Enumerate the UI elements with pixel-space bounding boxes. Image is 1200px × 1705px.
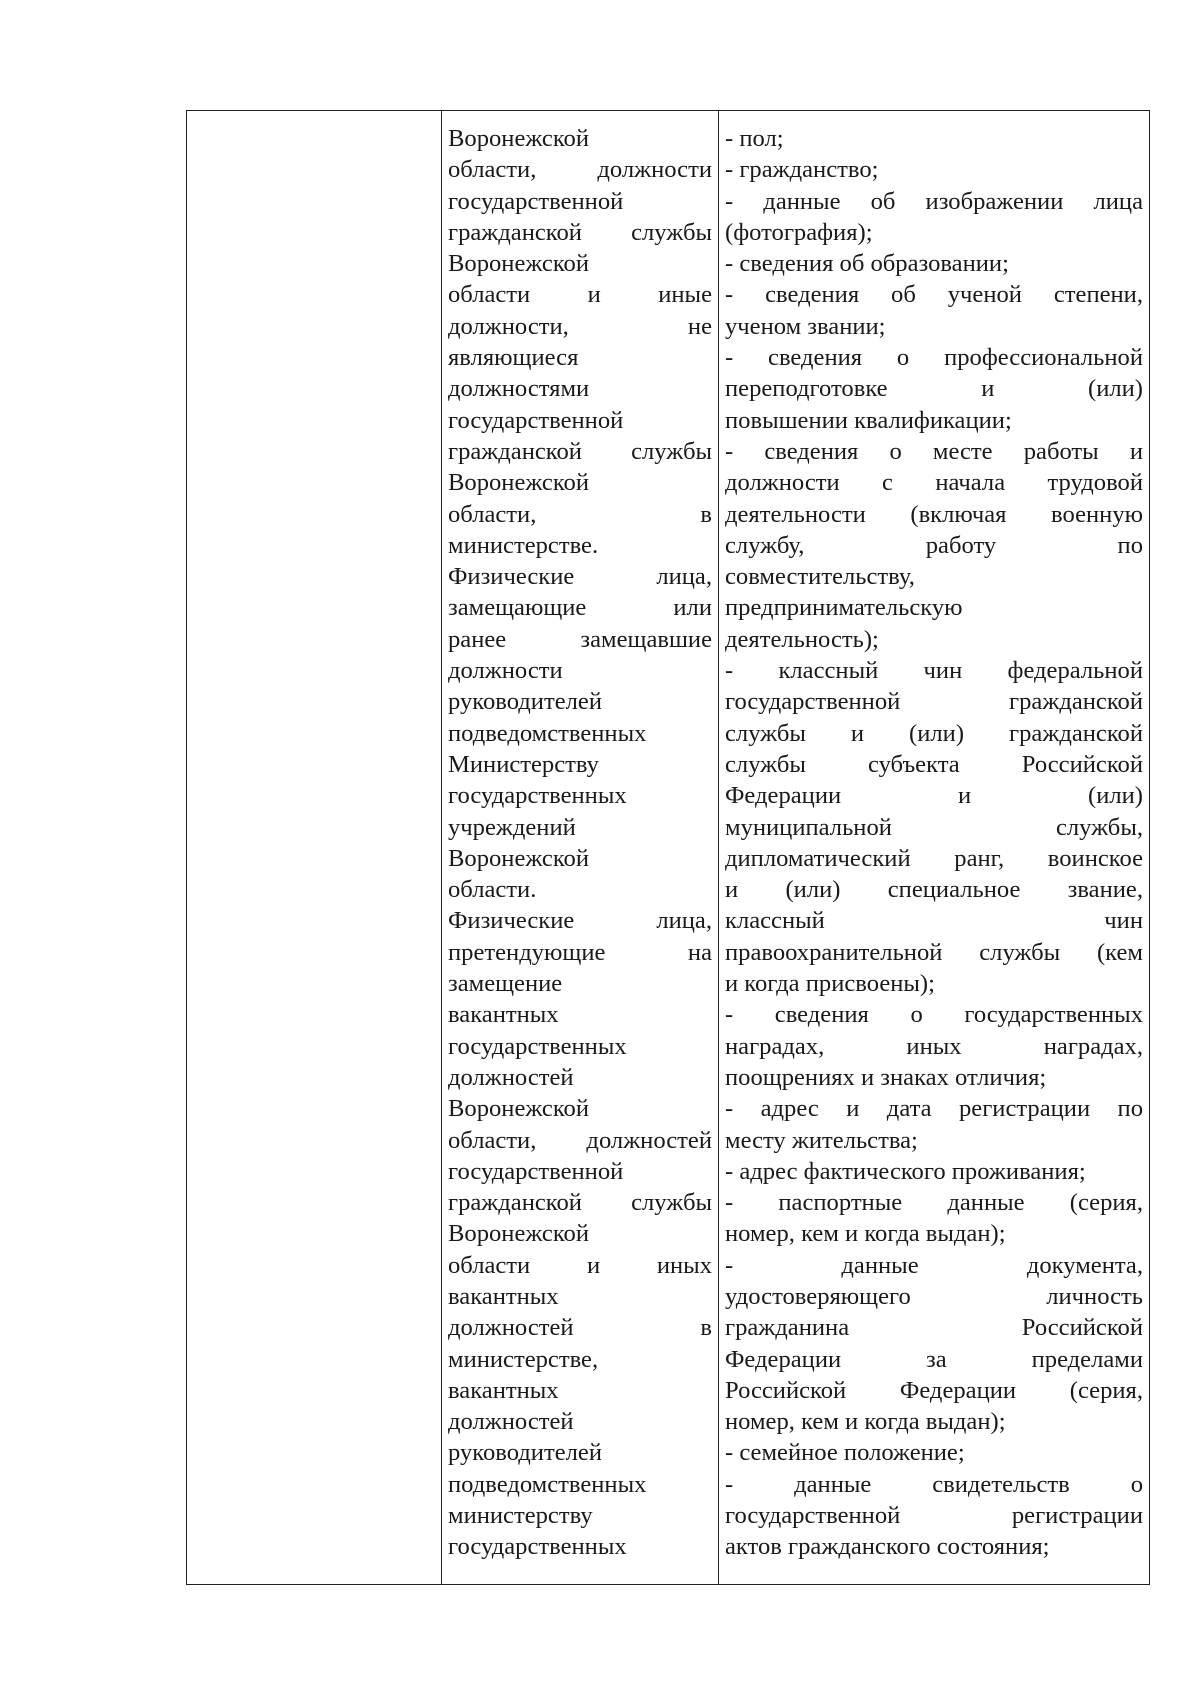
- text-line: и (или) специальное звание,: [725, 876, 1143, 904]
- text-line: должности, не: [448, 312, 712, 340]
- text-line: классный чин: [725, 907, 1143, 935]
- text-line: вакантных: [448, 1001, 559, 1029]
- text-line: области.: [448, 876, 537, 904]
- text-line: службу, работу по: [725, 531, 1143, 559]
- text-line: замещение: [448, 970, 563, 998]
- text-line: должностей: [448, 1063, 574, 1091]
- text-line: наградах, иных наградах,: [725, 1032, 1143, 1060]
- text-line: Министерству: [448, 750, 599, 778]
- table-cell-empty: [187, 111, 442, 1585]
- personal-data-table: [186, 110, 1150, 1585]
- text-line: - пол;: [725, 125, 784, 152]
- text-line: области, должности: [448, 156, 712, 184]
- text-line: Федерации за пределами: [725, 1345, 1143, 1373]
- text-line: удостоверяющего личность: [725, 1282, 1143, 1310]
- text-line: являющиеся: [448, 344, 579, 372]
- text-line: - сведения о месте работы и: [725, 437, 1143, 465]
- text-line: государственной гражданской: [725, 688, 1143, 716]
- text-line: и когда присвоены);: [725, 970, 935, 998]
- text-line: Воронежской: [448, 469, 589, 497]
- text-line: государственных: [448, 782, 627, 810]
- text-line: - сведения о государственных: [725, 1001, 1143, 1029]
- text-line: Воронежской: [448, 844, 589, 872]
- text-line: министерстве,: [448, 1345, 599, 1373]
- text-line: переподготовке и (или): [725, 375, 1143, 403]
- text-line: ученом звании;: [725, 312, 886, 340]
- text-line: совместительству,: [725, 563, 915, 591]
- text-line: руководителей: [448, 688, 602, 716]
- text-line: Федерации и (или): [725, 782, 1143, 810]
- text-line: Физические лица,: [448, 907, 712, 935]
- text-line: - адрес и дата регистрации по: [725, 1095, 1143, 1123]
- text-line: номер, кем и когда выдан);: [725, 1220, 1006, 1248]
- text-line: гражданской службы: [448, 437, 712, 465]
- text-line: Воронежской: [448, 250, 589, 278]
- text-line: - данные об изображении лица: [725, 187, 1143, 215]
- text-line: Воронежской: [448, 1220, 589, 1248]
- text-line: вакантных: [448, 1376, 559, 1404]
- text-line: службы и (или) гражданской: [725, 719, 1143, 747]
- text-line: гражданской службы: [448, 218, 712, 246]
- text-line: должности: [448, 657, 563, 685]
- text-line: - сведения об ученой степени,: [725, 281, 1143, 309]
- text-line: должности с начала трудовой: [725, 469, 1143, 497]
- text-line: правоохранительной службы (кем: [725, 938, 1143, 966]
- text-line: Российской Федерации (серия,: [725, 1376, 1143, 1404]
- text-line: должностей: [448, 1408, 574, 1436]
- text-line: деятельность);: [725, 625, 879, 653]
- text-line: руководителей: [448, 1439, 602, 1467]
- text-line: государственных: [448, 1032, 627, 1060]
- text-line: должностями: [448, 375, 590, 403]
- text-line: государственной: [448, 187, 624, 215]
- text-line: номер, кем и когда выдан);: [725, 1408, 1006, 1436]
- text-line: муниципальной службы,: [725, 813, 1143, 841]
- text-line: области и иные: [448, 281, 712, 309]
- table-row: [187, 111, 1150, 1585]
- text-line: государственной регистрации: [725, 1502, 1143, 1530]
- text-line: - гражданство;: [725, 156, 879, 184]
- text-line: Воронежской: [448, 1095, 589, 1123]
- text-line: министерству: [448, 1502, 593, 1530]
- text-line: - сведения о профессиональной: [725, 344, 1143, 372]
- text-line: должностей в: [448, 1314, 712, 1342]
- text-line: государственных: [448, 1533, 627, 1561]
- text-line: - паспортные данные (серия,: [725, 1189, 1143, 1217]
- text-line: службы субъекта Российской: [725, 750, 1143, 778]
- text-line: подведомственных: [448, 719, 647, 747]
- text-line: - данные свидетельств о: [725, 1470, 1143, 1498]
- text-line: месту жительства;: [725, 1126, 918, 1154]
- text-line: ранее замещавшие: [448, 625, 712, 653]
- table-cell-subject-categories: [442, 111, 719, 1585]
- text-line: предпринимательскую: [725, 594, 963, 622]
- text-line: - классный чин федеральной: [725, 657, 1143, 685]
- text-line: актов гражданского состояния;: [725, 1533, 1050, 1561]
- text-line: - адрес фактического проживания;: [725, 1157, 1086, 1185]
- text-line: области, в: [448, 500, 712, 528]
- text-line: Физические лица,: [448, 563, 712, 591]
- text-line: подведомственных: [448, 1470, 647, 1498]
- text-line: (фотография);: [725, 218, 873, 246]
- text-line: деятельности (включая военную: [725, 500, 1143, 528]
- table-cell-data-list: [719, 111, 1150, 1585]
- text-line: претендующие на: [448, 938, 712, 966]
- text-line: замещающие или: [448, 594, 712, 622]
- text-line: - семейное положение;: [725, 1439, 965, 1467]
- text-line: - данные документа,: [725, 1251, 1143, 1279]
- text-line: Воронежской: [448, 125, 589, 152]
- text-line: дипломатический ранг, воинское: [725, 844, 1143, 872]
- text-line: гражданской службы: [448, 1189, 712, 1217]
- text-line: министерстве.: [448, 531, 599, 559]
- text-line: - сведения об образовании;: [725, 250, 1009, 278]
- text-line: гражданина Российской: [725, 1314, 1143, 1342]
- text-line: государственной: [448, 1157, 624, 1185]
- text-line: области, должностей: [448, 1126, 712, 1154]
- text-line: поощрениях и знаках отличия;: [725, 1063, 1047, 1091]
- text-line: учреждений: [448, 813, 576, 841]
- text-line: области и иных: [448, 1251, 712, 1279]
- text-line: повышении квалификации;: [725, 406, 1012, 434]
- text-line: вакантных: [448, 1282, 559, 1310]
- text-line: государственной: [448, 406, 624, 434]
